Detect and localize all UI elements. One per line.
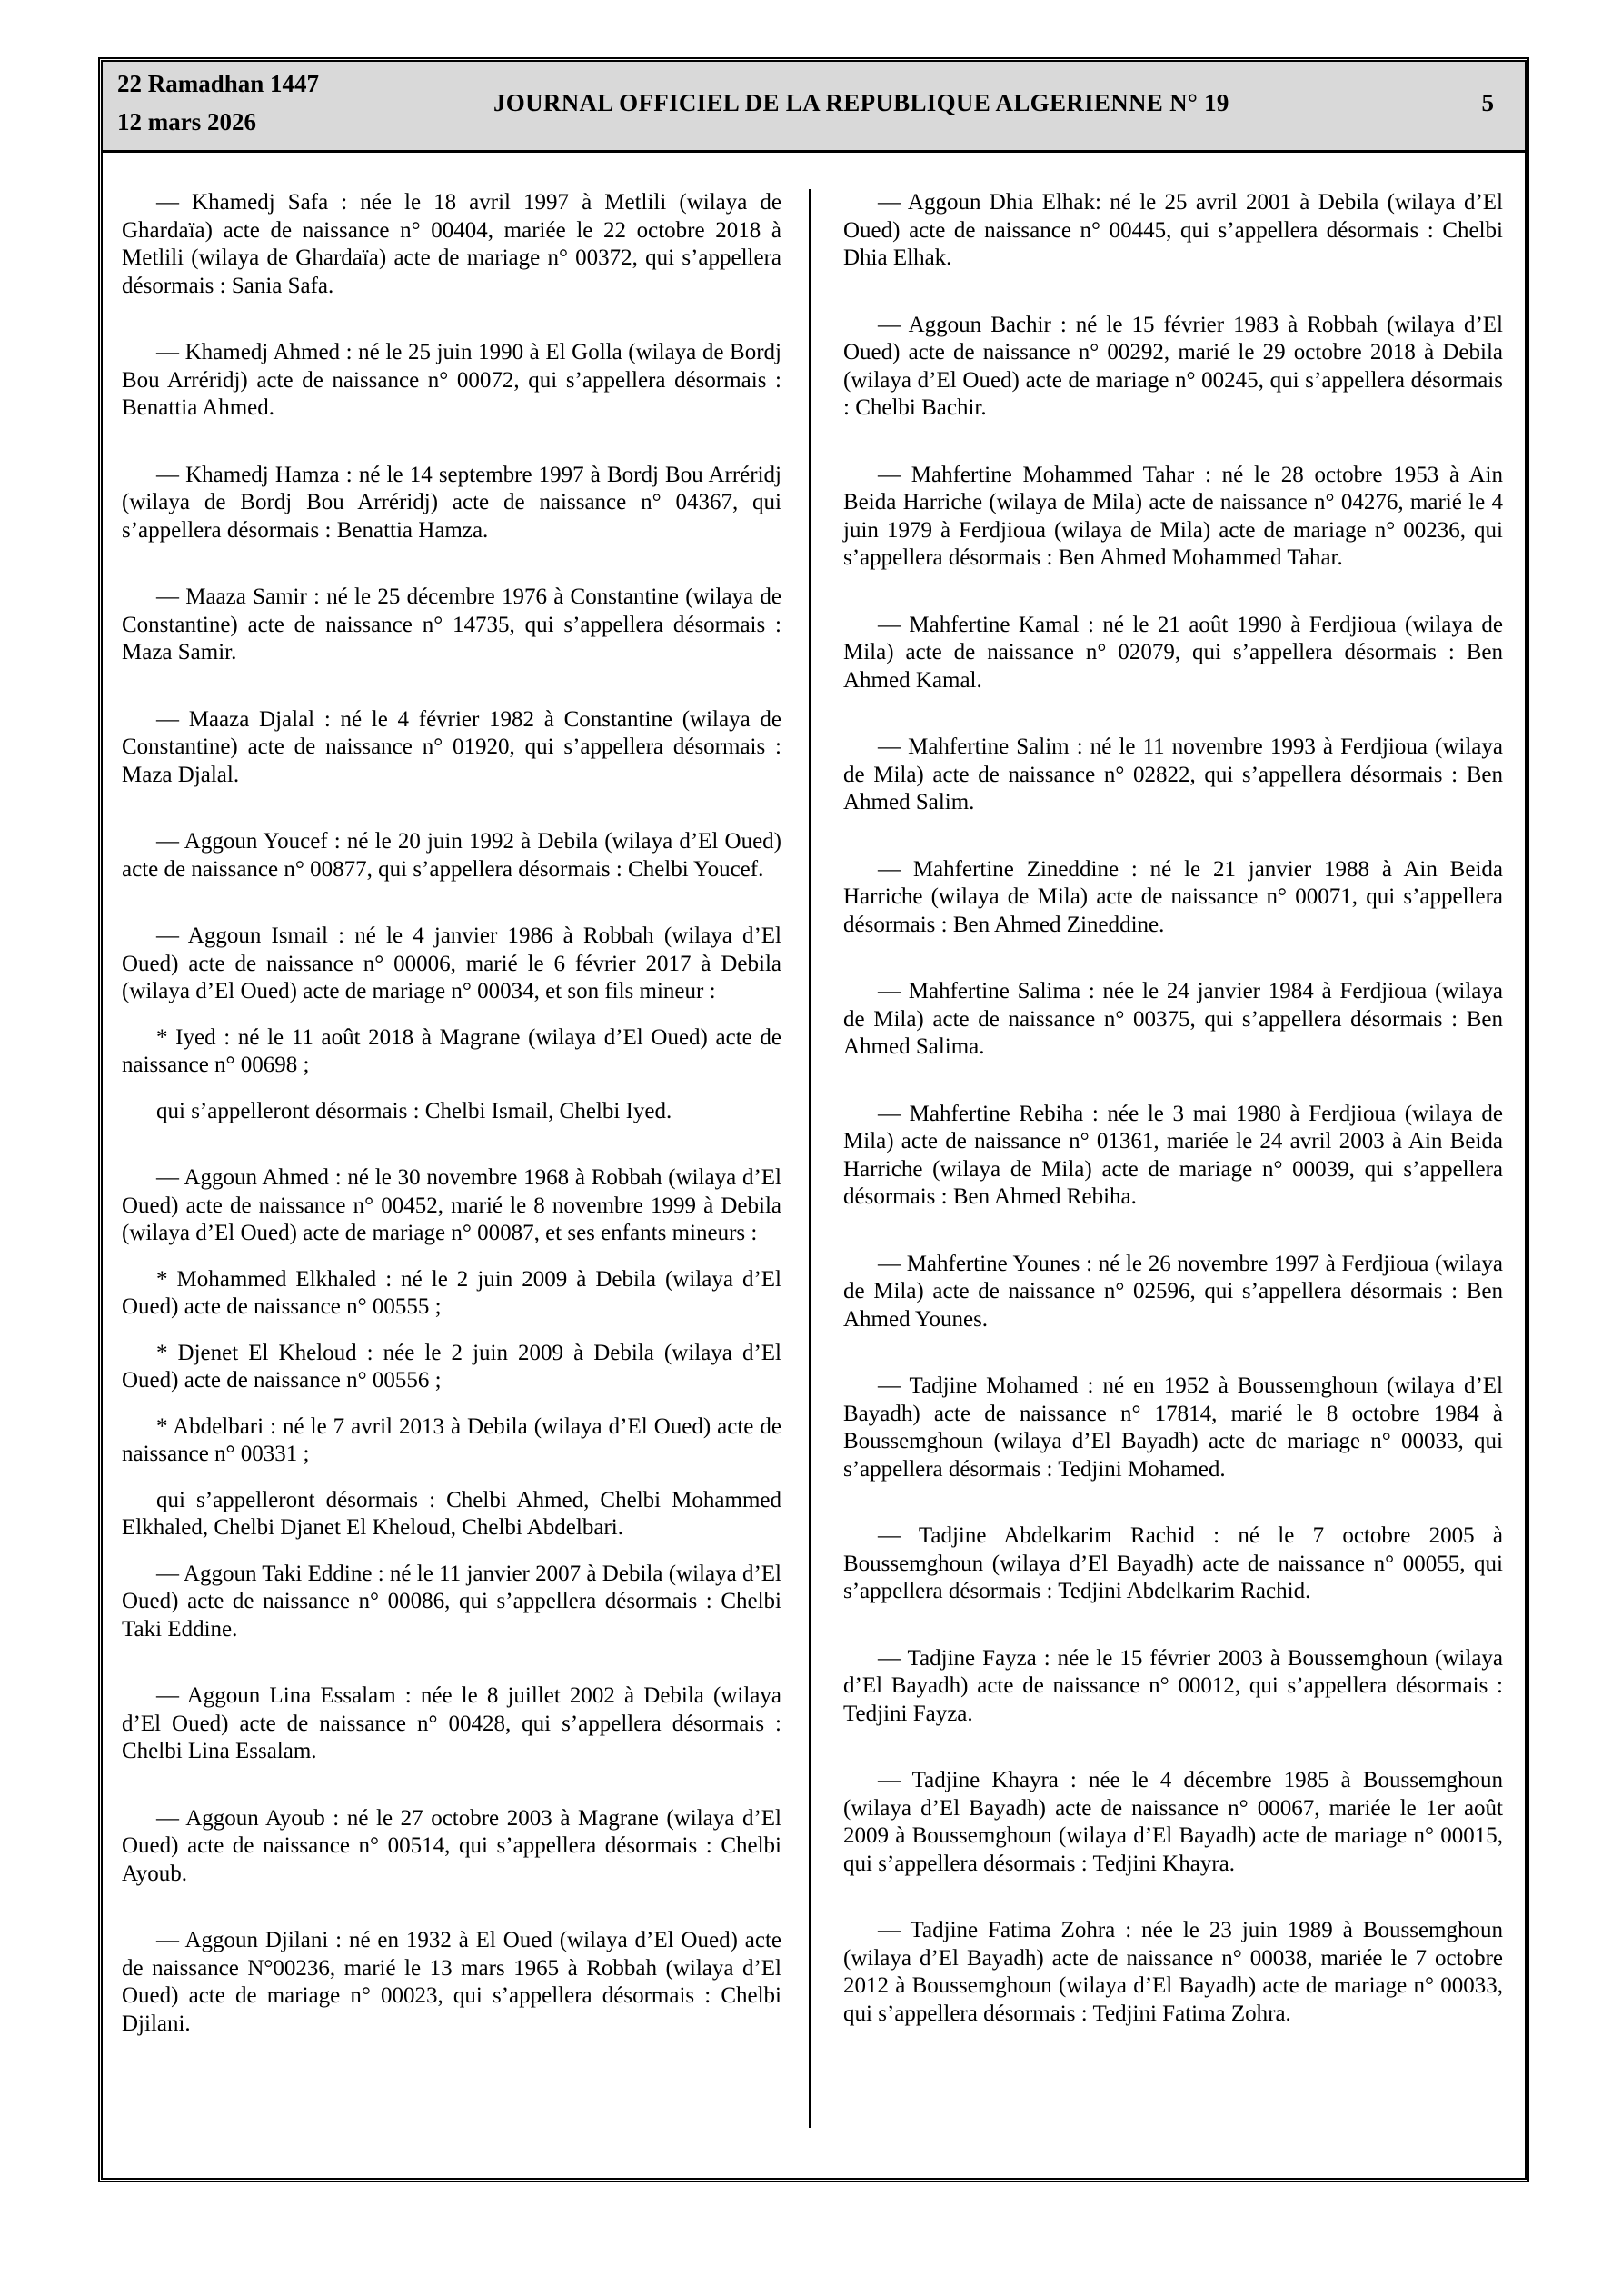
entry: — Maaza Samir : né le 25 décembre 1976 à Constantine (wilaya de Constantine) acte de naissance n° 14735, qui s’appellera désormais : Maza Samir. xyxy=(122,584,781,664)
child-entry: * Djenet El Kheloud : née le 2 juin 2009 à Debila (wilaya d’El Oued) acte de naissance n° 00556 ; xyxy=(122,1340,781,1393)
entry: — Mahfertine Salima : née le 24 janvier 1984 à Ferdjioua (wilaya de Mila) acte de naissance n° 00375, qui s’appellera désormais : Ben Ahmed Salima. xyxy=(843,979,1503,1059)
entry: — Khamedj Ahmed : né le 25 juin 1990 à El Golla (wilaya de Bordj Bou Arréridj) acte de naissance n° 00072, qui s’appellera désormais : Benattia Ahmed. xyxy=(122,340,781,420)
entry: — Aggoun Ismail : né le 4 janvier 1986 à Robbah (wilaya d’El Oued) acte de naissance n° 00006, marié le 6 février 2017 à Debila (wilaya d’El Oued) acte de mariage n° 00034, et son fils mineur : xyxy=(122,923,781,1003)
entry: — Khamedj Hamza : né le 14 septembre 1997 à Bordj Bou Arréridj (wilaya de Bordj Bou Arréridj) acte de naissance n° 04367, qui s’appellera désormais : Benattia Hamza. xyxy=(122,462,781,543)
page-number: 5 xyxy=(1481,89,1494,116)
journal-title: JOURNAL OFFICIEL DE LA REPUBLIQUE ALGERIENNE N° 19 xyxy=(493,89,1229,116)
entry: — Mahfertine Salim : né le 11 novembre 1993 à Ferdjioua (wilaya de Mila) acte de naissance n° 02822, qui s’appellera désormais : Ben Ahmed Salim. xyxy=(843,734,1503,814)
entry-conclusion: qui s’appelleront désormais : Chelbi Ahmed, Chelbi Mohammed Elkhaled, Chelbi Djanet El Kheloud, Chelbi Abdelbari. xyxy=(122,1487,781,1540)
right-column xyxy=(843,189,1503,2067)
entry: — Aggoun Youcef : né le 20 juin 1992 à Debila (wilaya d’El Oued) acte de naissance n° 00877, qui s’appellera désormais : Chelbi Youcef. xyxy=(122,829,781,882)
entry: — Aggoun Bachir : né le 15 février 1983 à Robbah (wilaya d’El Oued) acte de naissance n° 00292, marié le 29 octobre 2018 à Debila (wilaya d’El Oued) acte de mariage n° 00245, qui s’appellera désormais : Chelbi Bachir. xyxy=(843,312,1503,420)
entry: — Aggoun Taki Eddine : né le 11 janvier 2007 à Debila (wilaya d’El Oued) acte de naissance n° 00086, qui s’appellera désormais : Chelbi Taki Eddine. xyxy=(122,1561,781,1642)
column-divider xyxy=(809,189,811,2128)
left-column xyxy=(122,189,781,2077)
entry: — Aggoun Ahmed : né le 30 novembre 1968 à Robbah (wilaya d’El Oued) acte de naissance n° 00452, marié le 8 novembre 1999 à Debila (wilaya d’El Oued) acte de mariage n° 00087, et ses enfants mineurs : xyxy=(122,1165,781,1245)
entry: — Maaza Djalal : né le 4 février 1982 à Constantine (wilaya de Constantine) acte de naissance n° 01920, qui s’appellera désormais : Maza Djalal. xyxy=(122,706,781,787)
entry: — Tadjine Khayra : née le 4 décembre 1985 à Boussemghoun (wilaya d’El Bayadh) acte de naissance n° 00067, mariée le 1er août 2009 à Boussemghoun (wilaya d’El Bayadh) acte de mariage n° 00015, qui s’appellera désormais : Tedjini Khayra. xyxy=(843,1768,1503,1876)
entry: — Mahfertine Kamal : né le 21 août 1990 à Ferdjioua (wilaya de Mila) acte de naissance n° 02079, qui s’appellera désormais : Ben Ahmed Kamal. xyxy=(843,612,1503,693)
entry: — Aggoun Dhia Elhak: né le 25 avril 2001 à Debila (wilaya d’El Oued) acte de naissance n° 00445, qui s’appellera désormais : Chelbi Dhia Elhak. xyxy=(843,190,1503,270)
entry: — Tadjine Fayza : née le 15 février 2003 à Boussemghoun (wilaya d’El Bayadh) acte de naissance n° 00012, qui s’appellera désormais : Tedjini Fayza. xyxy=(843,1645,1503,1726)
entry: — Tadjine Mohamed : né en 1952 à Boussemghoun (wilaya d’El Bayadh) acte de naissance n° 17814, marié le 8 octobre 1984 à Boussemghoun (wilaya d’El Bayadh) acte de mariage n° 00033, qui s’appellera désormais : Tedjini Mohamed. xyxy=(843,1373,1503,1482)
entry: — Aggoun Djilani : né en 1932 à El Oued (wilaya d’El Oued) acte de naissance N°00236, marié le 13 mars 1965 à Robbah (wilaya d’El Oued) acte de mariage n° 00023, qui s’appellera désormais : Chelbi Djilani. xyxy=(122,1928,781,2036)
entry: — Mahfertine Younes : né le 26 novembre 1997 à Ferdjioua (wilaya de Mila) acte de naissance n° 02596, qui s’appellera désormais : Ben Ahmed Younes. xyxy=(843,1251,1503,1332)
entry: — Aggoun Ayoub : né le 27 octobre 2003 à Magrane (wilaya d’El Oued) acte de naissance n° 00514, qui s’appellera désormais : Chelbi Ayoub. xyxy=(122,1805,781,1886)
child-entry: * Mohammed Elkhaled : né le 2 juin 2009 à Debila (wilaya d’El Oued) acte de naissance n° 00555 ; xyxy=(122,1266,781,1319)
entry: — Tadjine Abdelkarim Rachid : né le 7 octobre 2005 à Boussemghoun (wilaya d’El Bayadh) acte de naissance n° 00055, qui s’appellera désormais : Tedjini Abdelkarim Rachid. xyxy=(843,1523,1503,1603)
entry: — Mahfertine Rebiha : née le 3 mai 1980 à Ferdjioua (wilaya de Mila) acte de naissance n° 01361, mariée le 24 avril 2003 à Ain Beida Harriche (wilaya de Mila) acte de mariage n° 00039, qui s’appellera désormais : Ben Ahmed Rebiha. xyxy=(843,1101,1503,1209)
entry: — Aggoun Lina Essalam : née le 8 juillet 2002 à Debila (wilaya d’El Oued) acte de naissance n° 00428, qui s’appellera désormais : Chelbi Lina Essalam. xyxy=(122,1683,781,1763)
gregorian-date: 12 mars 2026 xyxy=(117,108,256,135)
entry: — Tadjine Fatima Zohra : née le 23 juin 1989 à Boussemghoun (wilaya d’El Bayadh) acte de naissance n° 00038, mariée le 7 octobre 2012 à Boussemghoun (wilaya d’El Bayadh) acte de mariage n° 00033, qui s’appellera désormais : Tedjini Fatima Zohra. xyxy=(843,1918,1503,2026)
entry-conclusion: qui s’appelleront désormais : Chelbi Ismail, Chelbi Iyed. xyxy=(156,1098,672,1123)
entry: — Khamedj Safa : née le 18 avril 1997 à Metlili (wilaya de Ghardaïa) acte de naissance n° 00404, mariée le 22 octobre 2018 à Metlili (wilaya de Ghardaïa) acte de mariage n° 00372, qui s’appellera désormais : Sania Safa. xyxy=(122,190,781,298)
entry: — Mahfertine Zineddine : né le 21 janvier 1988 à Ain Beida Harriche (wilaya de Mila) acte de naissance n° 00071, qui s’appellera désormais : Ben Ahmed Zineddine. xyxy=(843,856,1503,937)
entry: — Mahfertine Mohammed Tahar : né le 28 octobre 1953 à Ain Beida Harriche (wilaya de Mila) acte de naissance n° 04276, marié le 4 juin 1979 à Ferdjioua (wilaya de Mila) acte de mariage n° 00236, qui s’appellera désormais : Ben Ahmed Mohammed Tahar. xyxy=(843,462,1503,570)
child-entry: * Iyed : né le 11 août 2018 à Magrane (wilaya d’El Oued) acte de naissance n° 00698 ; xyxy=(122,1024,781,1077)
page-header xyxy=(103,62,1525,153)
hijri-date: 22 Ramadhan 1447 xyxy=(117,70,320,97)
child-entry: * Abdelbari : né le 7 avril 2013 à Debila (wilaya d’El Oued) acte de naissance n° 00331 ; xyxy=(122,1413,781,1466)
